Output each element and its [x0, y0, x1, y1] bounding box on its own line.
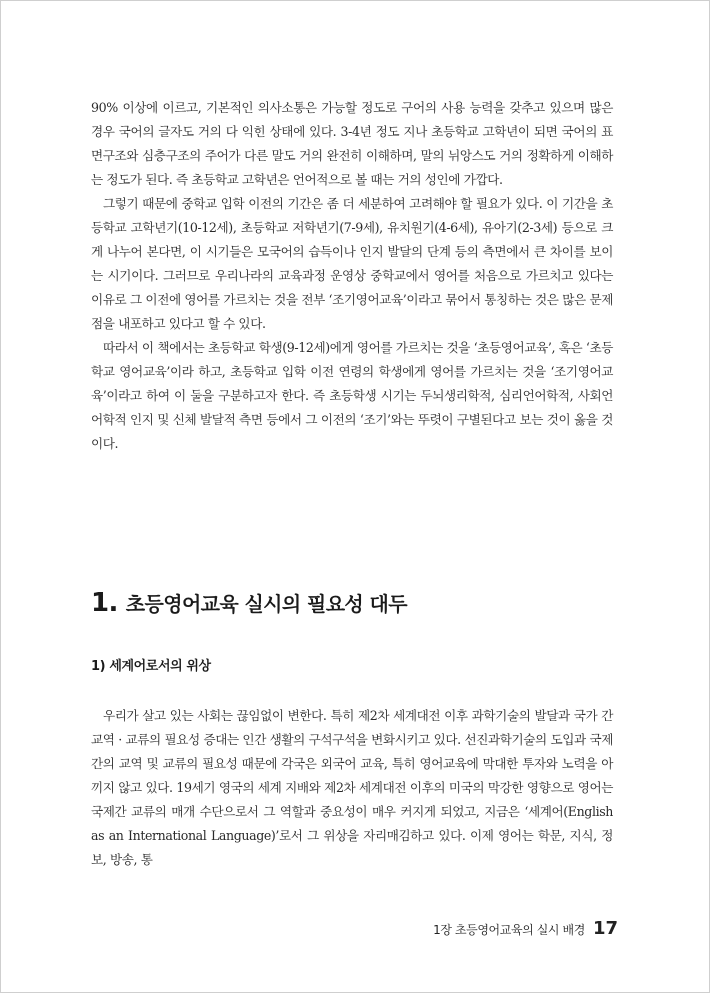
paragraph: 90% 이상에 이르고, 기본적인 의사소통은 가능할 정도로 구어의 사용 능력을 갖추고 있으며 많은 경우 국어의 글자도 거의 다 익힌 상태에 있다. 3-4년 정도 지나 초등학교 고학년이 되면 국어의 표면구조와 심층구조의 주어가 다른 말도 거의 완전히 이해하며, 말의 뉘앙스도 거의 정확하게 이해하는 정도가 된다. 즉 초등학교 고학년은 언어적으로 볼 때는 거의 성인에 가깝다.: [91, 100, 613, 187]
paragraph: 우리가 살고 있는 사회는 끊임없이 변한다. 특히 제2차 세계대전 이후 과학기술의 발달과 국가 간 교역 · 교류의 필요성 증대는 인간 생활의 구석구석을 변화시키고 있다. 선진과학기술의 도입과 국제간의 교역 및 교류의 필요성 때문에 각국은 외국어 교육, 특히 영어교육에 막대한 투자와 노력을 아끼지 않고 있다. 19세기 영국의 세계 지배와 제2차 세계대전 이후의 미국의 막강한 영향으로 영어는 국제간 교류의 매개 수단으로서 그 역할과 중요성이 매우 커지게 되었고, 지금은 ‘세계어(English as an International Language)’로서 그 위상을 자리매김하고 있다. 이제 영어는 학문, 지식, 정보, 방송, 통: [91, 708, 613, 867]
section-title: 초등영어교육 실시의 필요성 대두: [125, 592, 407, 616]
subsection-heading: 1) 세계어로서의 위상: [91, 659, 211, 674]
body-text-bottom: [91, 704, 613, 872]
paragraph: 따라서 이 책에서는 초등학교 학생(9-12세)에게 영어를 가르치는 것을 ‘초등영어교육’, 혹은 ‘초등학교 영어교육’이라 하고, 초등학교 입학 이전 연령의 학생에게 영어를 가르치는 것을 ‘조기영어교육’이라고 하여 이 둘을 구분하고자 한다. 즉 초등학생 시기는 두뇌생리학적, 심리언어학적, 사회언어학적 인지 및 신체 발달적 측면 등에서 그 이전의 ‘조기’와는 뚜렷이 구별된다고 보는 것이 옳을 것이다.: [91, 340, 613, 451]
running-footer-chapter: 1장 초등영어교육의 실시 배경: [433, 923, 585, 937]
page-footer: [433, 918, 618, 939]
paragraph: 그렇기 때문에 중학교 입학 이전의 기간은 좀 더 세분하여 고려해야 할 필요가 있다. 이 기간을 초등학교 고학년기(10-12세), 초등학교 저학년기(7-9세), 유치원기(4-6세), 유아기(2-3세) 등으로 크게 나누어 본다면, 이 시기들은 모국어의 습득이나 인지 발달의 단계 등의 측면에서 큰 차이를 보이는 시기이다. 그러므로 우리나라의 교육과정 운영상 중학교에서 영어를 처음으로 가르치고 있다는 이유로 그 이전에 영어를 가르치는 것을 전부 ‘조기영어교육’이라고 묶어서 통칭하는 것은 많은 문제점을 내포하고 있다고 할 수 있다.: [91, 196, 613, 331]
page-number: 17: [592, 918, 618, 939]
section-heading: [91, 588, 407, 618]
body-text-top: [91, 96, 613, 456]
section-number: 1.: [91, 588, 118, 618]
